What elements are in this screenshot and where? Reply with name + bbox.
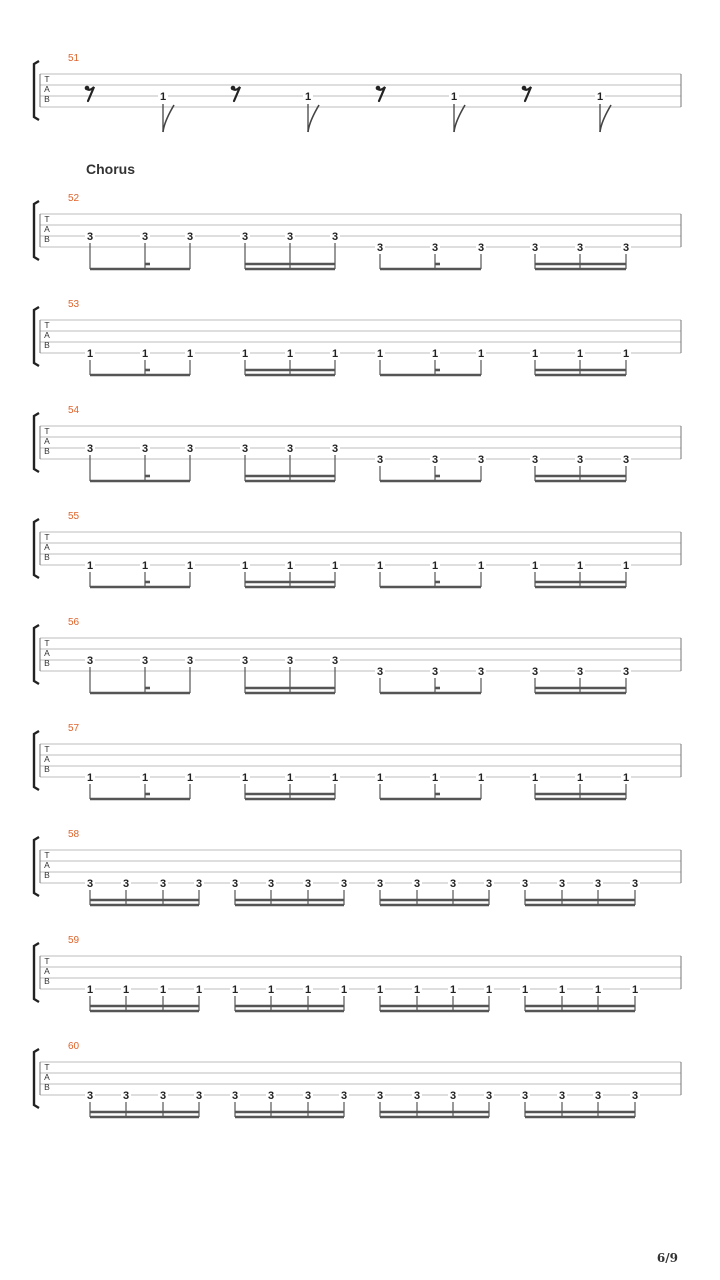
fret-number: 1 [159,91,167,103]
fret-number: 3 [141,655,149,667]
fret-number: 1 [622,772,630,784]
page-number: 6/9 [656,1251,678,1265]
fret-number: 1 [376,348,384,360]
tab-system-51 [34,53,681,132]
fret-number: 3 [431,454,439,466]
fret-number: 1 [477,348,485,360]
note-flag [308,105,319,132]
tab-clef-letter: A [44,860,50,870]
measure-number: 53 [68,299,80,310]
fret-number: 1 [86,560,94,572]
measure-number: 60 [68,1041,80,1052]
fret-number: 3 [340,1090,348,1102]
fret-number: 3 [86,1090,94,1102]
fret-number: 1 [304,984,312,996]
fret-number: 3 [576,454,584,466]
system-bracket [34,61,39,120]
fret-number: 1 [376,772,384,784]
tab-system-57 [34,723,681,799]
beam-group [90,996,199,1011]
system-bracket [34,837,39,896]
eighth-rest-dot [522,86,527,91]
tab-clef-letter: B [44,552,50,562]
tab-clef-letter: T [44,214,50,224]
tab-clef-letter: T [44,956,50,966]
fret-number: 1 [450,91,458,103]
system-bracket [34,943,39,1002]
beam-group [525,890,635,905]
eighth-rest-dot [231,86,236,91]
tab-clef-letter: A [44,84,50,94]
beam-group [525,1102,635,1117]
fret-number: 1 [186,772,194,784]
measure-number: 51 [68,53,80,64]
tab-clef-letter: B [44,658,50,668]
fret-number: 1 [558,984,566,996]
tab-clef-letter: A [44,754,50,764]
fret-number: 3 [622,666,630,678]
fret-number: 3 [622,242,630,254]
fret-number: 1 [331,772,339,784]
beam-group [535,678,626,693]
fret-number: 3 [594,878,602,890]
beam-group [380,254,481,269]
fret-number: 3 [485,878,493,890]
fret-number: 3 [576,242,584,254]
fret-number: 1 [431,348,439,360]
beam-group [380,572,481,587]
tab-clef-letter: B [44,446,50,456]
tab-system-52 [34,193,681,269]
beam-group [380,890,489,905]
fret-number: 1 [86,984,94,996]
tab-clef-letter: T [44,1062,50,1072]
fret-number: 1 [231,984,239,996]
fret-number: 1 [304,91,312,103]
beam-group [90,1102,199,1117]
fret-number: 3 [531,242,539,254]
beam-group [90,572,190,587]
tab-clef-letter: T [44,320,50,330]
fret-number: 1 [141,348,149,360]
fret-number: 3 [141,443,149,455]
fret-number: 3 [376,454,384,466]
fret-number: 1 [286,348,294,360]
fret-number: 1 [413,984,421,996]
measure-number: 56 [68,617,80,628]
system-bracket [34,731,39,790]
fret-number: 3 [531,454,539,466]
beam-group [90,890,199,905]
beam-group [380,360,481,375]
tab-system-59 [34,935,681,1011]
fret-number: 3 [141,231,149,243]
measure-number: 57 [68,723,80,734]
tab-clef-letter: A [44,330,50,340]
measure-number: 58 [68,829,80,840]
beam-group [235,1102,344,1117]
fret-number: 3 [231,878,239,890]
fret-number: 3 [431,666,439,678]
tab-clef-letter: T [44,74,50,84]
fret-number: 1 [331,560,339,572]
beam-group [380,784,481,799]
beam-group [525,996,635,1011]
tab-clef-letter: A [44,648,50,658]
tab-clef-letter: B [44,764,50,774]
beam-group [90,784,190,799]
tab-clef-letter: T [44,850,50,860]
beam-group [235,890,344,905]
fret-number: 1 [521,984,529,996]
fret-number: 3 [186,655,194,667]
tab-clef-letter: T [44,638,50,648]
measure-number: 52 [68,193,80,204]
fret-number: 3 [413,1090,421,1102]
tab-system-60 [34,1041,681,1117]
fret-number: 1 [186,560,194,572]
eighth-rest-dot [85,86,90,91]
fret-number: 3 [304,1090,312,1102]
tab-clef-letter: A [44,542,50,552]
tab-system-56 [34,617,681,693]
fret-number: 1 [531,772,539,784]
tab-clef-letter: B [44,340,50,350]
fret-number: 3 [86,231,94,243]
tab-clef-letter: T [44,532,50,542]
fret-number: 3 [376,666,384,678]
fret-number: 1 [594,984,602,996]
fret-number: 3 [86,655,94,667]
fret-number: 3 [286,231,294,243]
fret-number: 1 [376,560,384,572]
fret-number: 3 [413,878,421,890]
fret-number: 1 [431,772,439,784]
beam-group [535,572,626,587]
beam-group [245,572,335,587]
note-flag [454,105,465,132]
fret-number: 3 [576,666,584,678]
tab-clef-letter: B [44,870,50,880]
fret-number: 3 [241,231,249,243]
fret-number: 3 [331,443,339,455]
fret-number: 1 [241,772,249,784]
measure-number: 59 [68,935,80,946]
fret-number: 3 [376,1090,384,1102]
fret-number: 3 [286,443,294,455]
fret-number: 1 [286,560,294,572]
fret-number: 1 [531,348,539,360]
measure-number: 55 [68,511,80,522]
fret-number: 1 [622,348,630,360]
fret-number: 3 [241,655,249,667]
fret-number: 3 [485,1090,493,1102]
tab-clef-letter: B [44,234,50,244]
fret-number: 3 [267,1090,275,1102]
beam-group [380,466,481,481]
tab-system-58 [34,829,681,905]
system-bracket [34,519,39,578]
beam-group [535,784,626,799]
fret-number: 1 [195,984,203,996]
fret-number: 3 [531,666,539,678]
tab-system-55 [34,511,681,587]
fret-number: 3 [521,878,529,890]
fret-number: 1 [186,348,194,360]
fret-number: 1 [122,984,130,996]
fret-number: 3 [159,1090,167,1102]
fret-number: 3 [477,666,485,678]
tab-clef-letter: B [44,94,50,104]
fret-number: 3 [122,878,130,890]
fret-number: 3 [286,655,294,667]
fret-number: 3 [267,878,275,890]
fret-number: 1 [286,772,294,784]
system-bracket [34,413,39,472]
fret-number: 1 [576,772,584,784]
fret-number: 3 [376,878,384,890]
beam-group [535,360,626,375]
tab-clef-letter: A [44,1072,50,1082]
beam-group [235,996,344,1011]
fret-number: 1 [596,91,604,103]
fret-number: 1 [241,348,249,360]
section-label-chorus: Chorus [86,161,135,177]
tab-clef-letter: A [44,966,50,976]
tab-clef-letter: B [44,976,50,986]
fret-number: 3 [186,443,194,455]
fret-number: 1 [431,560,439,572]
fret-number: 1 [477,560,485,572]
beam-group [380,996,489,1011]
fret-number: 3 [195,878,203,890]
beam-group [535,466,626,481]
fret-number: 3 [331,231,339,243]
fret-number: 3 [477,242,485,254]
fret-number: 3 [622,454,630,466]
tab-clef-letter: B [44,1082,50,1092]
beam-group [380,678,481,693]
note-flag [163,105,174,132]
fret-number: 1 [485,984,493,996]
tab-clef-letter: A [44,436,50,446]
fret-number: 3 [186,231,194,243]
fret-number: 1 [477,772,485,784]
fret-number: 1 [531,560,539,572]
system-bracket [34,307,39,366]
fret-number: 3 [631,1090,639,1102]
fret-number: 3 [331,655,339,667]
fret-number: 3 [449,878,457,890]
fret-number: 3 [631,878,639,890]
fret-number: 1 [340,984,348,996]
fret-number: 3 [558,878,566,890]
tab-clef-letter: T [44,426,50,436]
fret-number: 3 [340,878,348,890]
system-bracket [34,625,39,684]
fret-number: 1 [449,984,457,996]
fret-number: 1 [631,984,639,996]
fret-number: 3 [304,878,312,890]
beam-group [535,254,626,269]
fret-number: 3 [195,1090,203,1102]
note-flag [600,105,611,132]
fret-number: 1 [86,348,94,360]
fret-number: 1 [141,560,149,572]
tab-system-54 [34,405,681,481]
fret-number: 3 [231,1090,239,1102]
fret-number: 3 [431,242,439,254]
fret-number: 3 [122,1090,130,1102]
fret-number: 1 [159,984,167,996]
fret-number: 3 [159,878,167,890]
beam-group [90,360,190,375]
fret-number: 3 [477,454,485,466]
fret-number: 1 [331,348,339,360]
fret-number: 3 [521,1090,529,1102]
fret-number: 3 [86,443,94,455]
fret-number: 1 [576,560,584,572]
fret-number: 1 [267,984,275,996]
fret-number: 3 [241,443,249,455]
fret-number: 1 [241,560,249,572]
fret-number: 3 [594,1090,602,1102]
fret-number: 1 [622,560,630,572]
tab-clef-letter: A [44,224,50,234]
beam-group [245,784,335,799]
tab-system-53 [34,299,681,375]
fret-number: 1 [141,772,149,784]
eighth-rest-dot [376,86,381,91]
fret-number: 3 [86,878,94,890]
fret-number: 1 [376,984,384,996]
fret-number: 3 [376,242,384,254]
system-bracket [34,201,39,260]
tab-clef-letter: T [44,744,50,754]
measure-number: 54 [68,405,80,416]
beam-group [380,1102,489,1117]
fret-number: 1 [576,348,584,360]
beam-group [245,360,335,375]
fret-number: 3 [558,1090,566,1102]
fret-number: 3 [449,1090,457,1102]
system-bracket [34,1049,39,1108]
fret-number: 1 [86,772,94,784]
